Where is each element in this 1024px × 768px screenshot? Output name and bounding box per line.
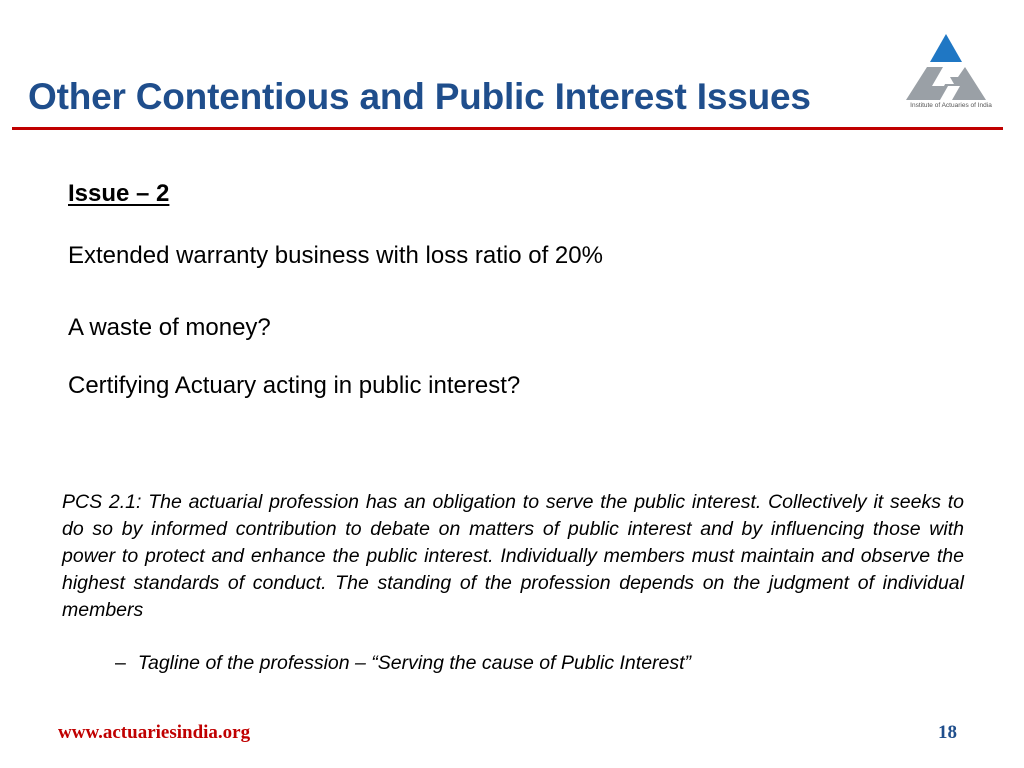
tagline-bullet: – [115,652,126,674]
triangle-logo-icon [896,30,1004,124]
page-number: 18 [938,722,957,743]
body-line-waste: A waste of money? [68,314,271,341]
pcs-paragraph: PCS 2.1: The actuarial profession has an obligation to serve the public interest. Collectively it seeks to do so by informed contribution to debate on matters of public interest and by influencing those with power to protect and enhance the public interest. Individually members must maintain and observe the highest standards of conduct. The standing of the profession depends on the judgment of individual members [62,491,964,621]
issue-heading: Issue – 2 [68,180,170,207]
body-line-certifying: Certifying Actuary acting in public interest? [68,372,521,399]
title-divider [12,127,1003,130]
body-line-warranty: Extended warranty business with loss ratio of 20% [68,242,603,269]
tagline-text: Tagline of the profession – “Serving the cause of Public Interest” [137,652,692,674]
slide-title: Other Contentious and Public Interest Issues [28,76,811,117]
logo-caption: Institute of Actuaries of India [910,102,992,109]
tagline-item [115,652,691,675]
footer-url[interactable]: www.actuariesindia.org [58,722,251,743]
